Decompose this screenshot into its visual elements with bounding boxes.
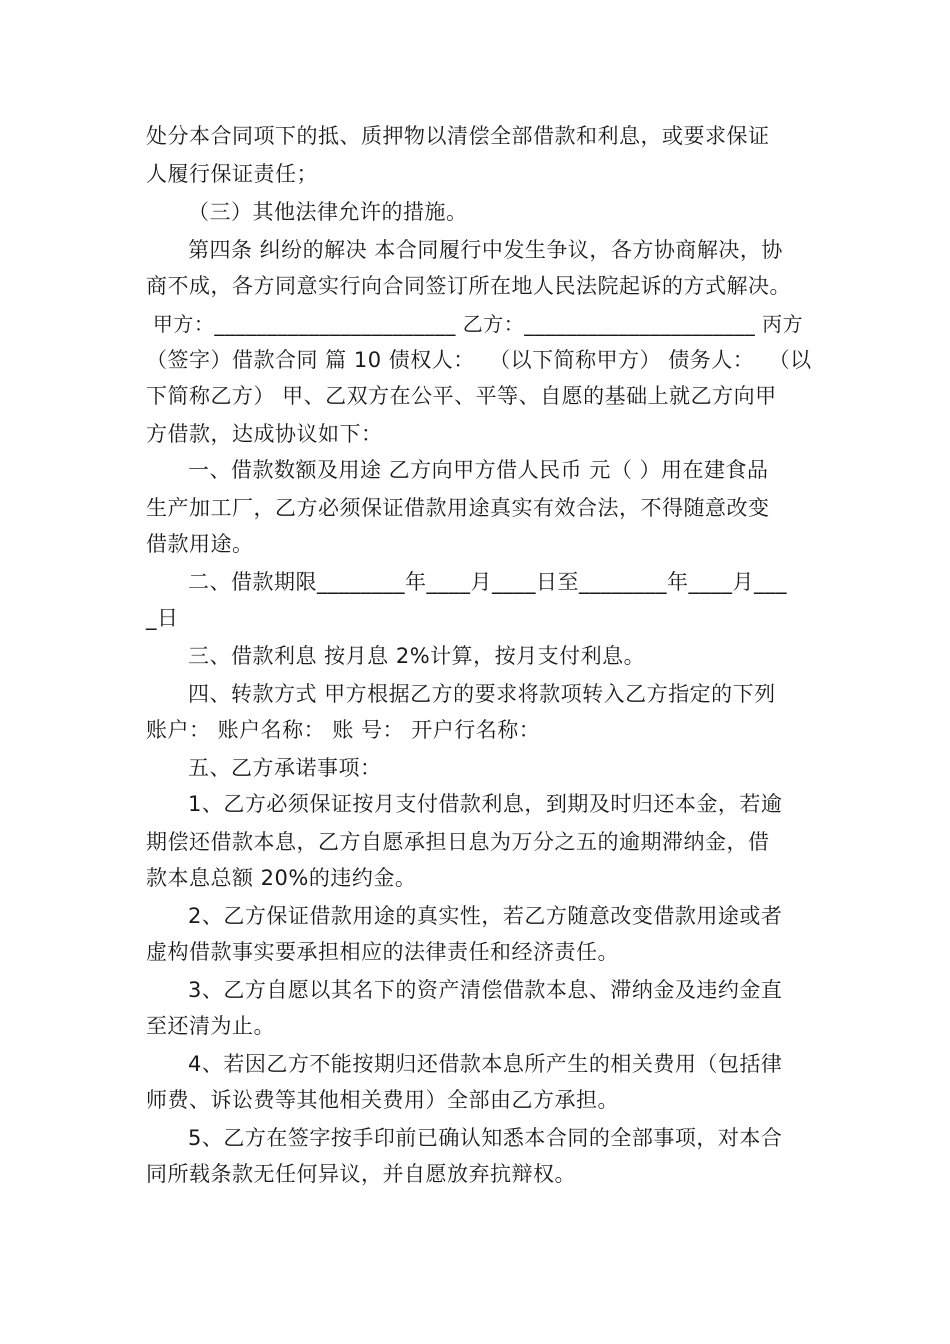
text-line: （签字）借款合同 篇 10 债权人： （以下简称甲方） 债务人： （以 xyxy=(146,348,812,372)
text-line: 下简称乙方） 甲、乙双方在公平、平等、自愿的基础上就乙方向甲 xyxy=(146,384,777,408)
text-line: 方借款，达成协议如下： xyxy=(146,422,383,446)
text-line: 四、转款方式 甲方根据乙方的要求将款项转入乙方指定的下列 xyxy=(188,682,776,706)
text-line: 借款用途。 xyxy=(146,532,254,556)
text-line: 商不成，各方同意实行向合同签订所在地人民法院起诉的方式解决。 xyxy=(146,274,791,298)
text-line: 三、借款利息 按月息 2%计算，按月支付利息。 xyxy=(188,644,646,668)
text-line: 款本息总额 20%的违约金。 xyxy=(146,866,417,890)
text-line: 第四条 纠纷的解决 本合同履行中发生争议，各方协商解决，协 xyxy=(188,238,783,262)
text-line: 虚构借款事实要承担相应的法律责任和经济责任。 xyxy=(146,940,619,964)
text-line: 5、乙方在签字按手印前已确认知悉本合同的全部事项，对本合 xyxy=(188,1126,783,1150)
text-line: _日 xyxy=(146,606,179,630)
text-line: 生产加工厂，乙方必须保证借款用途真实有效合法，不得随意改变 xyxy=(146,496,770,520)
text-line: 处分本合同项下的抵、质押物以清偿全部借款和利息，或要求保证 xyxy=(146,124,770,148)
text-line: 2、乙方保证借款用途的真实性，若乙方随意改变借款用途或者 xyxy=(188,904,783,928)
text-line: 一、借款数额及用途 乙方向甲方借人民币 元（ ）用在建食品 xyxy=(188,458,769,482)
text-line: 二、借款期限________年____月____日至________年____月___ xyxy=(188,570,787,594)
text-line: 期偿还借款本息，乙方自愿承担日息为万分之五的逾期滞纳金，借 xyxy=(146,830,770,854)
signature-line: 甲方：_______________________ 乙方：______________________ 丙方 xyxy=(146,312,804,336)
text-line: 账户： 账户名称： 账 号： 开户行名称： xyxy=(146,718,541,742)
text-line: 同所载条款无任何异议，并自愿放弃抗辩权。 xyxy=(146,1162,576,1186)
text-line: 1、乙方必须保证按月支付借款利息，到期及时归还本金，若逾 xyxy=(188,792,783,816)
text-line: 五、乙方承诺事项： xyxy=(188,756,382,780)
text-line: 人履行保证责任； xyxy=(146,162,318,186)
text-line: 4、若因乙方不能按期归还借款本息所产生的相关费用（包括律 xyxy=(188,1052,783,1076)
text-line: 3、乙方自愿以其名下的资产清偿借款本息、滞纳金及违约金直 xyxy=(188,978,783,1002)
text-line: 至还清为止。 xyxy=(146,1014,275,1038)
text-line: 师费、诉讼费等其他相关费用）全部由乙方承担。 xyxy=(146,1088,619,1112)
text-line: （三）其他法律允许的措施。 xyxy=(188,200,468,224)
